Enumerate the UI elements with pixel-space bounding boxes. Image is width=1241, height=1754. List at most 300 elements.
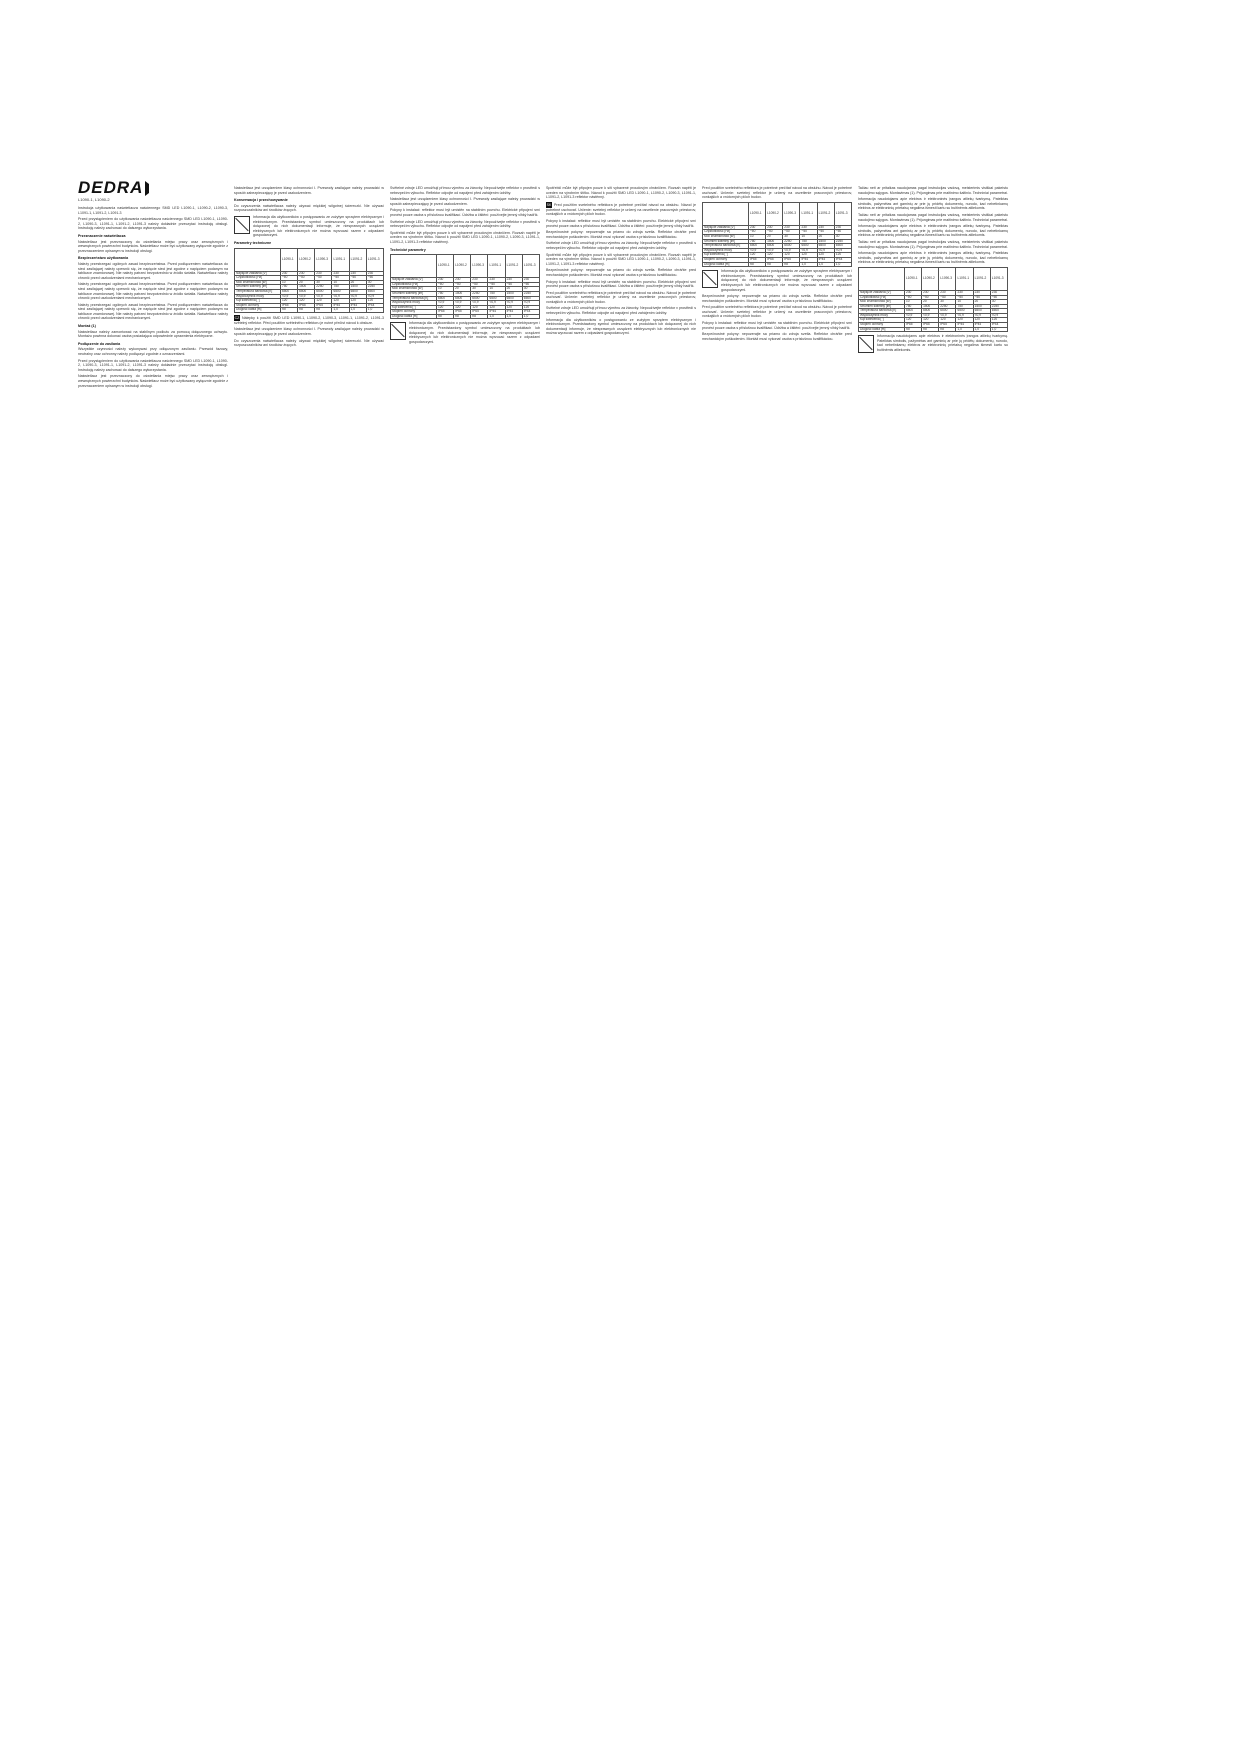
spec-cell: ~50 (748, 230, 765, 235)
spec-cz-model-6: L1091-3 (522, 255, 539, 278)
col1-connect-2: Przed przystąpieniem do użytkowania naświetlacza naściennego SMD LED L1090-1, L1090-2, L1090-3, L1091-1, L1091-2, L1091-3 należy dokładnie przeczytać instrukcję obsługi. Instrukcję należy zachować do dalszego wykorzystania. (78, 358, 228, 372)
col4-lower-3: Světelné zdroje LED umožňují přímou výměnu za žárovky. Nepoužívejte reflektor v prostředí s nebezpečím výbuchu. Reflektor odpojte od napájení před zahájením údržby. (546, 241, 696, 250)
spec-cell: IP65 (298, 303, 315, 308)
spec-cell: 1500 (454, 291, 471, 296)
spec-cell: 1500 (505, 291, 522, 296)
spec-body (235, 271, 384, 312)
spec-cell: <0,9 (939, 313, 956, 318)
spec-cell: 120 (766, 253, 783, 258)
spec-cell: 1500 (766, 239, 783, 244)
spec-row-label: Długość kabla [m] (703, 262, 749, 267)
spec-cell: 6500 (973, 309, 990, 314)
spec-cell: 120 (505, 305, 522, 310)
col6-text-3: Tačiau neti ar pritaikas naudojamas pagal instrukcijas vadovą, meisterimis visiškai pakeistu naudojimo sąlygos. Montavimas (1). Prijungimas prie maitinimo šaltinio. Techniniai parametrai. (858, 212, 1008, 222)
spec-cell: 120 (783, 253, 800, 258)
spec-cz-model-5: L1091-2 (505, 255, 522, 278)
spec-cell: 750 (280, 285, 297, 290)
spec-cell: nd (748, 262, 765, 267)
spec-row-label: Częstotliwość [Hz] (235, 276, 281, 281)
spec-table-lt (858, 267, 1008, 332)
spec-model-3: L1090-3 (315, 248, 332, 271)
spec-cell: nd (280, 308, 297, 313)
weee-bin-icon-lt (858, 335, 874, 353)
section-purpose: Przeznaczenie naświetlacza (78, 233, 126, 238)
spec-cell: 230 (990, 290, 1007, 295)
model-line: L1090-1, L1090-2 (78, 197, 110, 202)
spec-cell: 10 (332, 280, 349, 285)
spec-cell: <0,9 (349, 294, 366, 299)
spec-row-label: Współczynnik mocy (703, 248, 749, 253)
spec-cell: ~50 (488, 282, 505, 287)
col3-text-3: Pokyny k instalaci: reflektor musí být umístěn na stabilním povrchu. Elektrické připojení smí provést pouze osoba s příslušnou kvalifikací. Údržba a čištění: používejte jemný vlhký hadřík. (390, 208, 540, 217)
spec-lt-body (859, 290, 1008, 331)
spec-model-6: L1091-3 (366, 248, 383, 271)
spec-cell: IP65 (471, 310, 488, 315)
spec-row-label: Temperatura barwowa [K] (703, 244, 749, 249)
spec-cell: ~50 (471, 282, 488, 287)
spec-cell: 120 (488, 305, 505, 310)
spec-row-label: Długość kabla [m] (859, 327, 905, 332)
language-badge-icon: CZ (234, 315, 240, 320)
spec-cell: 230 (488, 278, 505, 283)
col3-text: Světelné zdroje LED umožňují přímou výměnu za žárovky. Nepoužívejte reflektor v prostředí s nebezpečím výbuchu. Reflektor odpojte od napájení před zahájením údržby. (390, 186, 540, 195)
brand-logo (78, 178, 158, 198)
brand-name: DEDRA (78, 178, 144, 197)
spec-cell: 120 (800, 253, 817, 258)
spec-cell: <0,9 (436, 301, 453, 306)
spec-cell: 1,0 (817, 262, 834, 267)
spec-cell: ~50 (298, 276, 315, 281)
spec-row (391, 314, 540, 319)
spec-model-1: L1090-1 (280, 248, 297, 271)
spec-cell: 750 (436, 291, 453, 296)
spec-row (235, 308, 384, 313)
spec-cell: <0,9 (454, 301, 471, 306)
spec-cell: 6500 (922, 309, 939, 314)
spec-cell: ~50 (783, 230, 800, 235)
spec-cell: 20 (973, 300, 990, 305)
col6-text-4: Informacija naudotojams apie elektros ir elektroninės įrangos atliekų tvarkymą. Pateiktas simbolis, pažymėtas ant gaminių ar prie jų pridėtų dokumentų, nurodo, kad nebetinkamų elektros ar elektroninių prietaisų negalima išmesti kartu su buitinėmis atliekomis. (858, 224, 1008, 238)
spec-cell: ~50 (505, 282, 522, 287)
spec-cell: 1,0 (366, 308, 383, 313)
spec-table-cz (390, 254, 540, 319)
spec-cell: nd (298, 308, 315, 313)
col4-lower-4: Spotřebič může být připojen pouze k síti vybavené proudovým chráničem. Rozsah napětí je uveden na výrobním štítku. Návod k použití SMD LED L1090-1, L1090-2, L1090-3, L1091-1, L1091-2, L1091-3 reflektor nástěnný. (546, 252, 696, 266)
spec-lt-model-2: L1090-2 (922, 267, 939, 290)
col5-text: Pred použitím svetelného reflektora je potrebné prečítať návod na obsluhu. Návod je potrebné uschovať. Určenie: svetelný reflektor je určený na osvetlenie pracovných priestorov, vonkajších a vnútorných plôch budov. (702, 186, 852, 200)
spec-cell: 230 (783, 225, 800, 230)
spec-cell: <0,9 (280, 294, 297, 299)
spec-row-label: Strumień świetlny [lm] (391, 291, 437, 296)
spec-cell: <0,9 (766, 248, 783, 253)
spec-cell: ~50 (366, 276, 383, 281)
spec-sk-header-label (703, 202, 749, 225)
spec-cell: <0,9 (522, 301, 539, 306)
col2-text: Naświetlacz jest urządzeniem klasy ochronności I. Przewody zasilające należy prowadzić w sposób zabezpieczający je przed uszkodzeniem. (234, 186, 384, 195)
spec-cell: 6500 (956, 309, 973, 314)
weee-bin-icon-sk (702, 270, 718, 288)
spec-cell: 230 (800, 225, 817, 230)
spec-cell: <0,9 (834, 248, 851, 253)
spec-cell: 6500 (505, 296, 522, 301)
spec-cell: 750 (332, 285, 349, 290)
spec-cell: 20 (454, 287, 471, 292)
spec-row-label: Temperatura barwowa [K] (391, 296, 437, 301)
spec-lt-model-1: L1090-1 (904, 267, 921, 290)
spec-cell: IP65 (454, 310, 471, 315)
spec-cell: ~50 (800, 230, 817, 235)
spec-cell: 1500 (817, 239, 834, 244)
spec-cell: IP65 (922, 323, 939, 328)
spec-cell: 120 (939, 318, 956, 323)
section-connect: Podłączenie do zasilania (78, 341, 121, 346)
spec-model-4: L1091-1 (332, 248, 349, 271)
spec-cell: ~50 (817, 230, 834, 235)
spec-row (703, 262, 852, 267)
spec-cell: 1,0 (332, 308, 349, 313)
spec-row-label: Napięcie zasilania [V] (859, 290, 905, 295)
spec-header-label (235, 248, 281, 271)
spec-cell: 6500 (332, 289, 349, 294)
spec-cell: nd (454, 314, 471, 319)
spec-cell: 6500 (436, 296, 453, 301)
spec-cell: 20 (766, 234, 783, 239)
spec-sk-model-5: L1091-2 (817, 202, 834, 225)
spec-cell: 230 (298, 271, 315, 276)
spec-cell: 6500 (280, 289, 297, 294)
spec-cell: 230 (973, 290, 990, 295)
spec-cz-model-1: L1090-1 (436, 255, 453, 278)
spec-row-label: Częstotliwość [Hz] (859, 295, 905, 300)
col2-maint: Do czyszczenia naświetlacza należy używać miękkiej wilgotnej ściereczki. Nie używać rozpuszczalników ani środków żrących. (234, 203, 384, 213)
spec-cell: 1,0 (990, 327, 1007, 332)
spec-cell: 230 (522, 278, 539, 283)
spec-cell: <0,9 (332, 294, 349, 299)
spec-cell: <0,9 (783, 248, 800, 253)
spec-row-label: Stopień ochrony (391, 310, 437, 315)
spec-cell: 120 (973, 318, 990, 323)
spec-cell: 750 (488, 291, 505, 296)
spec-row-label: Współczynnik mocy (859, 313, 905, 318)
spec-cz-model-4: L1091-1 (488, 255, 505, 278)
spec-cell: 120 (349, 299, 366, 304)
spec-cell: 120 (522, 305, 539, 310)
column-5 (702, 186, 852, 906)
spec-cell: ~50 (904, 295, 921, 300)
spec-cell: IP44 (349, 303, 366, 308)
spec-cell: 6500 (315, 289, 332, 294)
spec-cell: 30 (939, 300, 956, 305)
spec-cell: 230 (332, 271, 349, 276)
weee-bin-icon-cz (390, 322, 406, 340)
spec-cell: <0,9 (922, 313, 939, 318)
spec-row-label: Strumień świetlny [lm] (235, 285, 281, 290)
weee-bin-icon (234, 216, 250, 234)
spec-row-label: Moc znamionowa [W] (703, 234, 749, 239)
spec-row-label: Częstotliwość [Hz] (703, 230, 749, 235)
col5-lower-4: Bezpečnostné pokyny: nepozerajte sa priamo do zdroja svetla. Reflektor chráňte pred mechanickým poškodením. Montáž musí vykonať osoba s príslušnou kvalifikáciou. (702, 332, 852, 341)
spec-cell: 1500 (349, 285, 366, 290)
spec-row-label: Strumień świetlny [lm] (859, 304, 905, 309)
spec-lt-header-row (859, 267, 1008, 290)
spec-cell: ~50 (956, 295, 973, 300)
spec-cell: 230 (904, 290, 921, 295)
spec-cell: 6500 (766, 244, 783, 249)
spec-cell: 120 (471, 305, 488, 310)
spec-cell: 1,0 (834, 262, 851, 267)
spec-cell: 1500 (922, 304, 939, 309)
col6-text: Tačiau neti ar pritaikas naudojamas pagal instrukcijas vadovą, meisterimis visiškai pakeistu naudojimo sąlygos. Montavimas (1). Prijungimas prie maitinimo šaltinio. Techniniai parametrai. (858, 186, 1008, 195)
spec-cell: 2250 (471, 291, 488, 296)
spec-row-label: Temperatura barwowa [K] (859, 309, 905, 314)
col6-weee: Informacija naudotojams apie elektros ir elektroninės įrangos atliekų tvarkymą. Pateiktas simbolis, pažymėtas ant gaminių ar prie jų pridėtų dokumentų, nurodo, kad nebetinkamų elektros ar elektroninių prietaisų negalima išmesti kartu su buitinėmis atliekomis. (877, 334, 1008, 353)
spec-cell: nd (471, 314, 488, 319)
col5-lower: Bezpečnostné pokyny: nepozerajte sa priamo do zdroja svetla. Reflektor chráňte pred mechanickým poškodením. Montáž musí vykonať osoba s príslušnou kvalifikáciou. (702, 294, 852, 303)
spec-cell: nd (315, 308, 332, 313)
spec-model-2: L1090-2 (298, 248, 315, 271)
col3-text-5: Spotřebič může být připojen pouze k síti vybavené proudovým chráničem. Rozsah napětí je uveden na výrobním štítku. Návod k použití SMD LED L1090-1, L1090-2, L1090-3, L1091-1, L1091-2, L1091-3 reflektor nástěnný. (390, 230, 540, 244)
spec-cell: 120 (834, 253, 851, 258)
section-mount: Montaż (1) (78, 324, 96, 329)
spec-cell: 10 (904, 300, 921, 305)
spec-cell: 1,0 (973, 327, 990, 332)
section-tech: Parametry techniczne (234, 240, 272, 245)
spec-cell: ~50 (280, 276, 297, 281)
spec-cell: 230 (454, 278, 471, 283)
col6-text-2: Informacija naudotojams apie elektros ir elektroninės įrangos atliekų tvarkymą. Pateiktas simbolis, pažymėtas ant gaminių ar prie jų pridėtų dokumentų, nurodo, kad nebetinkamų elektros ar elektroninių prietaisų negalima išmesti kartu su buitinėmis atliekomis. (858, 197, 1008, 211)
spec-cell: 120 (454, 305, 471, 310)
spec-row-label: Kąt świecenia [°] (235, 299, 281, 304)
spec-row-label: Długość kabla [m] (235, 308, 281, 313)
spec-cell: <0,9 (817, 248, 834, 253)
spec-cell: ~50 (939, 295, 956, 300)
spec-cell: 10 (280, 280, 297, 285)
spec-cz-body (391, 278, 540, 319)
spec-cell: 230 (956, 290, 973, 295)
spec-row-label: Częstotliwość [Hz] (391, 282, 437, 287)
spec-cell: 230 (766, 225, 783, 230)
col3-text-4: Světelné zdroje LED umožňují přímou výměnu za žárovky. Nepoužívejte reflektor v prostředí s nebezpečím výbuchu. Reflektor odpojte od napájení před zahájením údržby. (390, 219, 540, 229)
spec-cell: ~50 (522, 282, 539, 287)
col1-intro: Instrukcja użytkowania naświetlacza naściennego SMD LED L1090-1, L1090-2, L1090-3, L1091-1, L1091-2, L1091-3 (78, 206, 228, 215)
spec-sk-model-3: L1090-3 (783, 202, 800, 225)
spec-cell: 230 (471, 278, 488, 283)
spec-table-sk (702, 202, 852, 267)
spec-cell: 2250 (834, 239, 851, 244)
col5-lower-3: Pokyny k instalaci: reflektor musí být umístěn na stabilním povrchu. Elektrické připojení smí provést pouze osoba s příslušnou kvalifikací. Údržba a čištění: používejte jemný vlhký hadřík. (702, 321, 852, 330)
spec-cell: <0,9 (488, 301, 505, 306)
spec-cell: IP65 (783, 257, 800, 262)
spec-cell: 120 (904, 318, 921, 323)
spec-cell: 120 (298, 299, 315, 304)
spec-cell: IP44 (834, 257, 851, 262)
spec-cell: 230 (436, 278, 453, 283)
spec-cell: 10 (488, 287, 505, 292)
spec-cz-header-label (391, 255, 437, 278)
spec-cell: 1,0 (505, 314, 522, 319)
spec-cell: ~50 (349, 276, 366, 281)
spec-table-pl (234, 248, 384, 313)
spec-cell: ~50 (454, 282, 471, 287)
spec-cell: IP44 (522, 310, 539, 315)
spec-cell: 120 (332, 299, 349, 304)
spec-lt-model-6: L1091-3 (990, 267, 1007, 290)
spec-row-label: Moc znamionowa [W] (235, 280, 281, 285)
spec-cell: ~50 (766, 230, 783, 235)
spec-cell: 30 (471, 287, 488, 292)
col1-connect-3: Naświetlacz jest przeznaczony do oświetlania miejsc pracy oraz zewnętrznych i wewnętrznych powierzchni budynków. Naświetlacz może być użytkowany wyłącznie zgodnie z przeznaczeniem opisanym w instrukcji obsługi. (78, 374, 228, 388)
spec-cell: 20 (298, 280, 315, 285)
spec-row-label: Współczynnik mocy (235, 294, 281, 299)
spec-cell: 1,0 (522, 314, 539, 319)
spec-cell: ~50 (990, 295, 1007, 300)
spec-row-label: Stopień ochrony (859, 323, 905, 328)
spec-row-label: Stopień ochrony (703, 257, 749, 262)
column-4 (546, 186, 696, 886)
col3-weee: Informacja dla użytkowników o postępowaniu ze zużytym sprzętem elektrycznym i elektronicznym. Przedstawiony symbol umieszczony na produktach lub dołączonej do nich dokumentacji informuje, że niesprawnych urządzeń elektrycznych lub elektronicznych nie można wyrzucać razem z odpadami gospodarczymi. (409, 321, 540, 344)
spec-cell: 6500 (748, 244, 765, 249)
spec-cell: <0,9 (800, 248, 817, 253)
spec-cell: 750 (800, 239, 817, 244)
spec-cell: <0,9 (956, 313, 973, 318)
spec-cell: 6500 (366, 289, 383, 294)
spec-row-label: Napięcie zasilania [V] (391, 278, 437, 283)
spec-row-label: Napięcie zasilania [V] (235, 271, 281, 276)
spec-cell: 120 (817, 253, 834, 258)
col2-lower: Nálepky k použití SMD LED L1090-1, L1090-2, L1090-3, L1091-1, L1091-2, L1091-3 světelný reflektor. Před použitím světelného reflektoru je nutné přečíst návod k obsluze. (234, 315, 384, 325)
spec-cell: IP65 (939, 323, 956, 328)
spec-cell: 120 (748, 253, 765, 258)
spec-cell: <0,9 (315, 294, 332, 299)
spec-cz-header-row (391, 255, 540, 278)
spec-cell: nd (436, 314, 453, 319)
spec-lt-model-3: L1090-3 (939, 267, 956, 290)
spec-cell: ~50 (834, 230, 851, 235)
spec-cell: 30 (990, 300, 1007, 305)
spec-cell: IP44 (332, 303, 349, 308)
spec-row-label: Stopień ochrony (235, 303, 281, 308)
spec-cell: nd (904, 327, 921, 332)
col1-connect: Wszystkie czynności należy wykonywać przy odłączonym zasilaniu. Przewód fazowy, neutralny oraz ochronny należy podłączyć zgodnie z oznaczeniami. (78, 347, 228, 357)
spec-cell: 1500 (298, 285, 315, 290)
spec-cell: IP44 (488, 310, 505, 315)
spec-cell: 1,0 (956, 327, 973, 332)
spec-header-row (235, 248, 384, 271)
spec-cell: IP44 (956, 323, 973, 328)
col4-text-2: Pred použitím svetelného reflektora je potrebné prečítať návod na obsluhu. Návod je potrebné uschovať. Určenie: svetelný reflektor je určený na osvetlenie pracovných priestorov, vonkajších a vnútorných plôch budov. (546, 202, 696, 217)
spec-cell: IP65 (748, 257, 765, 262)
col1-mount: Naświetlacz należy zamontować na stabilnym podłożu za pomocą dołączonego uchwytu. Montażu powinna dokonać osoba posiadająca odpowiednie uprawnienia elektryczne. (78, 329, 228, 339)
spec-cell: 120 (922, 318, 939, 323)
spec-cell: nd (922, 327, 939, 332)
section-tech-cz: Technické parametry (390, 247, 426, 252)
spec-lt-model-4: L1091-1 (956, 267, 973, 290)
spec-cz-model-3: L1090-3 (471, 255, 488, 278)
spec-cell: 2250 (522, 291, 539, 296)
spec-cell: 6500 (471, 296, 488, 301)
spec-cell: 120 (990, 318, 1007, 323)
spec-cell: 1,0 (800, 262, 817, 267)
spec-cell: 2250 (990, 304, 1007, 309)
spec-cell: 2250 (315, 285, 332, 290)
spec-cell: 30 (315, 280, 332, 285)
section-maint: Konserwacja i przechowywanie (234, 198, 288, 203)
spec-cell: IP44 (505, 310, 522, 315)
spec-cell: IP65 (280, 303, 297, 308)
spec-sk-model-4: L1091-1 (800, 202, 817, 225)
spec-row-label: Moc znamionowa [W] (859, 300, 905, 305)
spec-lt-model-5: L1091-2 (973, 267, 990, 290)
col2-weee: Informacja dla użytkowników o postępowaniu ze zużytym sprzętem elektrycznym i elektronicznym. Przedstawiony symbol umieszczony na produktach lub dołączonej do nich dokumentacji informuje, że niesprawnych urządzeń elektrycznych lub elektronicznych nie można wyrzucać razem z odpadami gospodarczymi. (253, 214, 384, 238)
spec-cell: 1,0 (488, 314, 505, 319)
spec-cell: 20 (922, 300, 939, 305)
spec-sk-body (703, 225, 852, 266)
spec-cell: 230 (922, 290, 939, 295)
spec-cell: 6500 (349, 289, 366, 294)
spec-cell: 230 (748, 225, 765, 230)
language-badge-icon-2: SK (546, 202, 552, 207)
col1-body: Przed przystąpieniem do użytkowania naświetlacza naściennego SMD LED L1090-1, L1090-2, L1090-3, L1091-1, L1091-2, L1091-3 należy dokładnie przeczytać instrukcję obsługi. Instrukcję należy zachować do dalszego wykorzystania. (78, 217, 228, 231)
col6-text-5: Tačiau neti ar pritaikas naudojamas pagal instrukcijas vadovą, meisterimis visiškai pakeistu naudojimo sąlygos. Montavimas (1). Prijungimas prie maitinimo šaltinio. Techniniai parametrai. (858, 239, 1008, 249)
col4-lower-7: Pred použitím svetelného reflektora je potrebné prečítať návod na obsluhu. Návod je potrebné uschovať. Určenie: svetelný reflektor je určený na osvetlenie pracovných priestorov, vonkajších a vnútorných plôch budov. (546, 290, 696, 304)
spec-cell: <0,9 (471, 301, 488, 306)
spec-sk-model-2: L1090-2 (766, 202, 783, 225)
spec-row-label: Strumień świetlny [lm] (703, 239, 749, 244)
spec-cell: 20 (817, 234, 834, 239)
section-safety: Bezpieczeństwo użytkowania (78, 256, 129, 261)
col4-lower-9: Informacja dla użytkowników o postępowaniu ze zużytym sprzętem elektrycznym i elektronicznym. Przedstawiony symbol umieszczony na produktach lub dołączonej do nich dokumentacji informuje, że niesprawnych urządzeń elektrycznych lub elektronicznych nie można wyrzucać razem z odpadami gospodarczymi. (546, 317, 696, 336)
col1-purpose: Naświetlacz jest przeznaczony do oświetlania miejsc pracy oraz zewnętrznych i wewnętrznych powierzchni budynków. Naświetlacz może być użytkowany wyłącznie zgodnie z przeznaczeniem opisanym w instrukcji obsługi. (78, 239, 228, 253)
spec-cell: 30 (366, 280, 383, 285)
col4-lower: Pokyny k instalaci: reflektor musí být umístěn na stabilním povrchu. Elektrické připojení smí provést pouze osoba s příslušnou kvalifikací. Údržba a čištění: používejte jemný vlhký hadřík. (546, 218, 696, 228)
spec-cell: 230 (280, 271, 297, 276)
spec-sk-model-1: L1090-1 (748, 202, 765, 225)
col3-text-2: Naświetlacz jest urządzeniem klasy ochronności I. Przewody zasilające należy prowadzić w sposób zabezpieczający je przed uszkodzeniem. (390, 197, 540, 206)
col1-safety-3: Należy przestrzegać ogólnych zasad bezpieczeństwa. Przed podłączeniem naświetlacza do sieci zasilającej należy upewnić się, że napięcie sieci jest zgodne z napięciem podanym na tabliczce znamionowej. Nie należy patrzeć bezpośrednio w źródło światła. Naświetlacz należy chronić przed uszkodzeniami mechanicznymi. (78, 302, 228, 321)
spec-cell: 230 (939, 290, 956, 295)
spec-cell: 750 (904, 304, 921, 309)
spec-cell: 30 (522, 287, 539, 292)
spec-cell: 120 (280, 299, 297, 304)
spec-cell: IP65 (315, 303, 332, 308)
spec-cell: IP65 (766, 257, 783, 262)
spec-cell: 6500 (904, 309, 921, 314)
spec-row-label: Moc znamionowa [W] (391, 287, 437, 292)
spec-cell: ~50 (922, 295, 939, 300)
spec-cell: 230 (817, 225, 834, 230)
spec-cell: 230 (505, 278, 522, 283)
spec-cell: <0,9 (904, 313, 921, 318)
spec-cell: <0,9 (990, 313, 1007, 318)
col5-lower-2: Pred použitím svetelného reflektora je potrebné prečítať návod na obsluhu. Návod je potrebné uschovať. Určenie: svetelný reflektor je určený na osvetlenie pracovných priestorov, vonkajších a vnútorných plôch budov. (702, 305, 852, 319)
col5-weee: Informacja dla użytkowników o postępowaniu ze zużytym sprzętem elektrycznym i elektronicznym. Przedstawiony symbol umieszczony na produktach lub dołączonej do nich dokumentacji informuje, że niesprawnych urządzeń elektrycznych lub elektronicznych nie można wyrzucać razem z odpadami gospodarczymi. (721, 269, 852, 292)
spec-cell: ~50 (315, 276, 332, 281)
col4-lower-2: Bezpečnostné pokyny: nepozerajte sa priamo do zdroja svetla. Reflektor chráňte pred mechanickým poškodením. Montáž musí vykonať osoba s príslušnou kvalifikáciou. (546, 230, 696, 239)
spec-cell: 10 (956, 300, 973, 305)
spec-cell: 20 (349, 280, 366, 285)
spec-cell: nd (766, 262, 783, 267)
column-1 (78, 206, 228, 906)
spec-cell: IP65 (436, 310, 453, 315)
col4-lower-5: Bezpečnostné pokyny: nepozerajte sa priamo do zdroja svetla. Reflektor chráňte pred mechanickým poškodením. Montáž musí vykonať osoba s príslušnou kvalifikáciou. (546, 268, 696, 277)
spec-row-label: Długość kabla [m] (391, 314, 437, 319)
spec-cell: <0,9 (366, 294, 383, 299)
spec-cell: ~50 (436, 282, 453, 287)
spec-cell: IP44 (800, 257, 817, 262)
spec-cell: 230 (366, 271, 383, 276)
spec-cell: 120 (956, 318, 973, 323)
spec-cell: 750 (748, 239, 765, 244)
